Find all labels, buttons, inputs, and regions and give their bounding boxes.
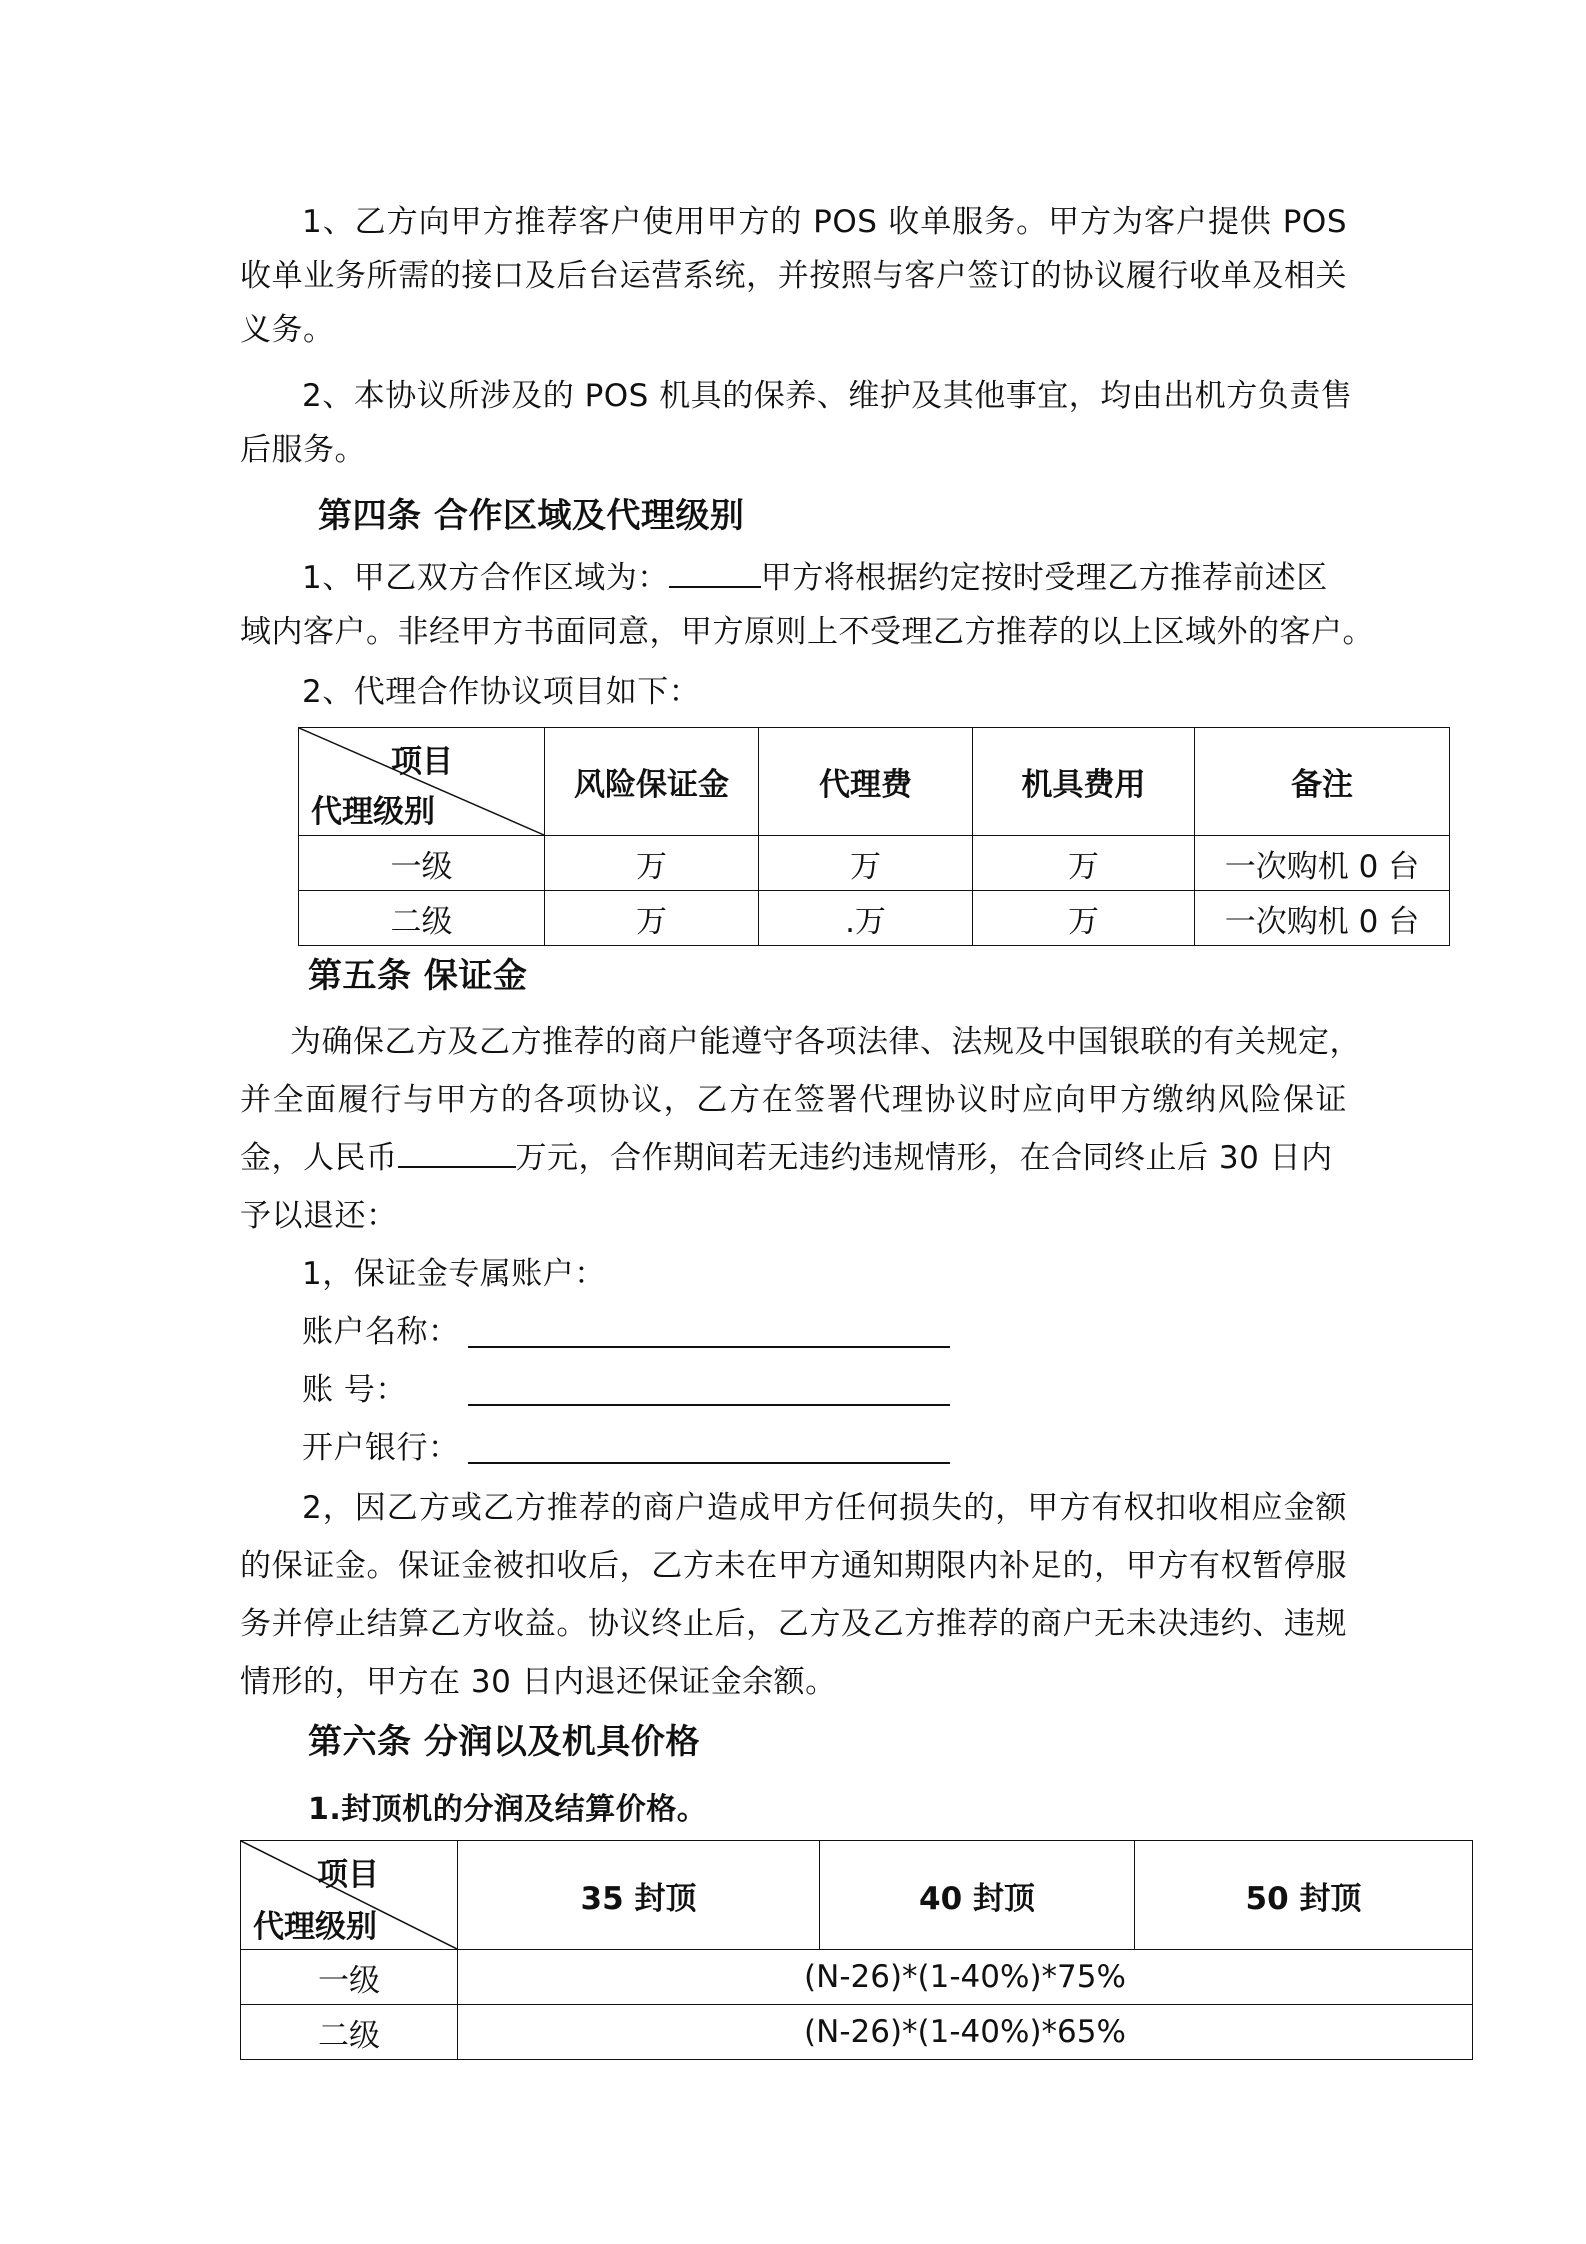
table-cell: 万 [759, 836, 973, 891]
account-number-field[interactable] [468, 1404, 950, 1406]
section5-p3-line1: 2，因乙方或乙方推荐的商户造成甲方任何损失的，甲方有权扣收相应金额 [302, 1490, 1347, 1526]
column-header: 35 封顶 [458, 1841, 820, 1950]
diagonal-header-cell [299, 728, 545, 836]
table-cell: 一次购机 0 台 [1195, 891, 1450, 946]
table-cell: 一次购机 0 台 [1195, 836, 1450, 891]
section5-p1-line4: 予以退还： [240, 1198, 398, 1234]
diag-top-label: 项目 [317, 1857, 379, 1893]
column-header: 50 封顶 [1135, 1841, 1473, 1950]
diag-bottom-label: 代理级别 [253, 1909, 377, 1945]
bank-label: 开户银行： [302, 1430, 460, 1466]
section5-p3-line2: 的保证金。保证金被扣收后，乙方未在甲方通知期限内补足的，甲方有权暂停服 [240, 1548, 1347, 1584]
account-name-field[interactable] [468, 1346, 950, 1348]
section4-p1-line1 [302, 558, 1328, 598]
level-cell: 二级 [299, 891, 545, 946]
section5-p2: 1，保证金专属账户： [302, 1256, 606, 1292]
section5-p1-part-a: 金，人民币 [240, 1140, 398, 1176]
section3-p1-line2: 收单业务所需的接口及后台运营系统，并按照与客户签订的协议履行收单及相关 [240, 258, 1347, 294]
column-header: 代理费 [759, 728, 973, 836]
formula-cell: (N-26)*(1-40%)*75% [458, 1950, 1473, 2005]
section5-p3-line3: 务并停止结算乙方收益。协议终止后，乙方及乙方推荐的商户无未决违约、违规 [240, 1606, 1347, 1642]
table-cell: 万 [545, 836, 759, 891]
section5-p1-part-b: 万元，合作期间若无违约违规情形，在合同终止后 30 日内 [515, 1140, 1333, 1176]
table-header-row [299, 728, 1450, 836]
diag-bottom-label: 代理级别 [311, 794, 435, 830]
section5-p1-line2: 并全面履行与甲方的各项协议，乙方在签署代理协议时应向甲方缴纳风险保证 [240, 1082, 1347, 1118]
account-name-label: 账户名称： [302, 1314, 460, 1350]
section3-p1-line1: 1、乙方向甲方推荐客户使用甲方的 POS 收单服务。甲方为客户提供 POS [302, 204, 1347, 240]
column-header: 风险保证金 [545, 728, 759, 836]
section5-p1-line1: 为确保乙方及乙方推荐的商户能遵守各项法律、法规及中国银联的有关规定， [290, 1024, 1361, 1060]
deposit-amount-blank[interactable] [398, 1140, 516, 1168]
diagonal-header-cell [241, 1841, 458, 1950]
table-row [241, 1950, 1473, 2005]
table-header-row [241, 1841, 1473, 1950]
column-header: 40 封顶 [820, 1841, 1135, 1950]
agency-fee-table [298, 727, 1450, 946]
section4-p1-part-b: 甲方将根据约定按时受理乙方推荐前述区 [760, 560, 1328, 596]
section3-p2-line1: 2、本协议所涉及的 POS 机具的保养、维护及其他事宜，均由出机方负责售 [302, 378, 1353, 414]
section4-title: 第四条 合作区域及代理级别 [318, 496, 745, 536]
section5-title: 第五条 保证金 [308, 956, 528, 996]
table-cell: 万 [973, 836, 1195, 891]
section5-p1-line3 [240, 1138, 1333, 1178]
section4-p1-part-a: 1、甲乙双方合作区域为： [302, 560, 669, 596]
section5-p3-line4: 情形的，甲方在 30 日内退还保证金余额。 [240, 1664, 837, 1700]
section4-p1-line2: 域内客户。非经甲方书面同意，甲方原则上不受理乙方推荐的以上区域外的客户。 [240, 614, 1374, 650]
region-blank[interactable] [669, 560, 761, 588]
table-row [241, 2005, 1473, 2060]
level-cell: 一级 [241, 1950, 458, 2005]
formula-cell: (N-26)*(1-40%)*65% [458, 2005, 1473, 2060]
table-cell: 万 [545, 891, 759, 946]
level-cell: 二级 [241, 2005, 458, 2060]
column-header: 机具费用 [973, 728, 1195, 836]
table-row [299, 836, 1450, 891]
level-cell: 一级 [299, 836, 545, 891]
account-number-label: 账 号： [302, 1372, 407, 1408]
column-header: 备注 [1195, 728, 1450, 836]
section6-subtitle: 1.封顶机的分润及结算价格。 [308, 1792, 708, 1827]
section3-p1-line3: 义务。 [240, 312, 335, 348]
table-row [299, 891, 1450, 946]
profit-share-table [240, 1840, 1473, 2060]
section6-title: 第六条 分润以及机具价格 [308, 1722, 700, 1762]
section3-p2-line2: 后服务。 [240, 432, 366, 468]
table-cell: .万 [759, 891, 973, 946]
bank-field[interactable] [468, 1462, 950, 1464]
diag-top-label: 项目 [391, 744, 453, 780]
section4-p2: 2、代理合作协议项目如下： [302, 674, 701, 710]
table-cell: 万 [973, 891, 1195, 946]
